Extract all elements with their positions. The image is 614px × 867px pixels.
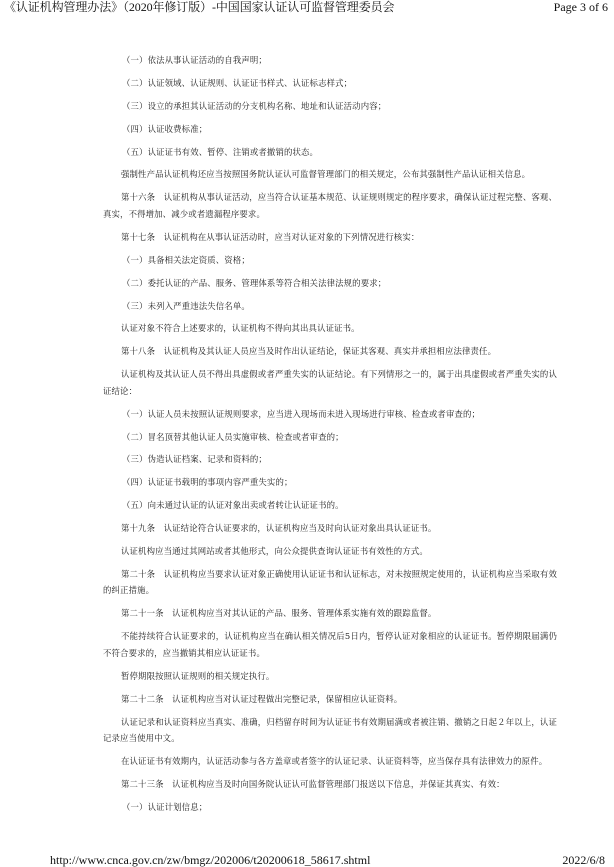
paragraph: 在认证证书有效期内，认证活动参与各方盖章或者签字的认证记录、认证资料等，应当保存具有法律效力的原件。 xyxy=(121,756,548,767)
article-19: 第十九条 认证结论符合认证要求的，认证机构应当及时向认证对象出具认证证书。 xyxy=(121,523,437,534)
paragraph: 认证对象不符合上述要求的，认证机构不得向其出具认证证书。 xyxy=(121,323,360,334)
article-23: 第二十三条 认证机构应当及时向国务院认证认可监督管理部门报送以下信息，并保证其真实、有效： xyxy=(121,778,505,789)
list-item: （三）未列入严重违法失信名单。 xyxy=(122,300,250,311)
source-url: http://www.cnca.gov.cn/zw/bmgz/202006/t20200618_58617.shtml xyxy=(50,853,371,867)
page-header xyxy=(0,0,614,14)
list-item: （五）认证证书有效、暂停、注销或者撤销的状态。 xyxy=(122,146,319,157)
paragraph: 暂停期限按照认证规则的相关规定执行。 xyxy=(121,670,275,681)
list-item: （二）认证领域、认证规则、认证证书样式、认证标志样式； xyxy=(122,77,353,88)
list-item: （三）伪造认证档案、记录和资料的； xyxy=(122,454,267,465)
print-date: 2022/6/8 xyxy=(562,853,605,867)
paragraph: 认证机构及其认证人员不得出具虚假或者严重失实的认证结论。有下列情形之一的，属于出具虚假或者严重失实的认证结论： xyxy=(103,369,557,396)
list-item: （五）向未通过认证的认证对象出卖或者转让认证证书的。 xyxy=(122,500,344,511)
paragraph: 认证记录和认证资料应当真实、准确，归档留存时间为认证证书有效期届满或者被注销、撤销之日起２年以上，认证记录应当使用中文。 xyxy=(103,716,557,744)
list-item: （三）设立的承担其认证活动的分支机构名称、地址和认证活动内容； xyxy=(122,100,387,111)
paragraph: 认证机构应当通过其网站或者其他形式，向公众提供查询认证证书有效性的方式。 xyxy=(121,546,428,556)
article-17: 第十七条 认证机构在从事认证活动时，应当对认证对象的下列情况进行核实： xyxy=(121,231,420,242)
page-number: Page 3 of 6 xyxy=(553,0,608,14)
list-item: （一）依法从事认证活动的自我声明； xyxy=(122,55,267,65)
article-18: 第十八条 认证机构及其认证人员应当及时作出认证结论，保证其客观、真实并承担相应法律责任。 xyxy=(121,346,497,357)
article-21: 第二十一条 认证机构应当对其认证的产品、服务、管理体系实施有效的跟踪监督。 xyxy=(121,608,437,619)
paragraph: 强制性产品认证机构还应当按照国务院认证认可监督管理部门的相关规定，公布其强制性产品认证相关信息。 xyxy=(121,169,531,180)
article-16: 第十六条 认证机构从事认证活动，应当符合认证基本规范、认证规则规定的程序要求，确保认证过程完整、客观、真实，不得增加、减少或者遗漏程序要求。 xyxy=(103,192,557,219)
list-item: （二）冒名顶替其他认证人员实施审核、检查或者审查的； xyxy=(122,431,344,442)
list-item: （一）认证人员未按照认证规则要求，应当进入现场而未进入现场进行审核、检查或者审查的； xyxy=(122,408,481,419)
list-item: （一）具备相关法定资质、资格； xyxy=(122,254,250,265)
document-title: 《认证机构管理办法》（2020年修订版）-中国国家认证认可监督管理委员会 xyxy=(4,0,395,14)
list-item: （一）认证计划信息； xyxy=(122,801,208,812)
article-22: 第二十二条 认证机构应当对认证过程做出完整记录，保留相应认证资料。 xyxy=(121,693,403,704)
list-item: （二）委托认证的产品、服务、管理体系等符合相关法律法规的要求； xyxy=(122,277,387,288)
article-20: 第二十条 认证机构应当要求认证对象正确使用认证证书和认证标志，对未按照规定使用的，认证机构应当采取有效的纠正措施。 xyxy=(103,568,557,596)
document-body xyxy=(103,52,557,822)
page-footer xyxy=(0,853,614,867)
list-item: （四）认证收费标准； xyxy=(122,123,208,134)
paragraph: 不能持续符合认证要求的，认证机构应当在确认相关情况后5日内，暂停认证对象相应的认证证书。暂停期限届满仍不符合要求的，应当撤销其相应认证证书。 xyxy=(103,631,557,658)
list-item: （四）认证证书载明的事项内容严重失实的； xyxy=(122,477,293,488)
